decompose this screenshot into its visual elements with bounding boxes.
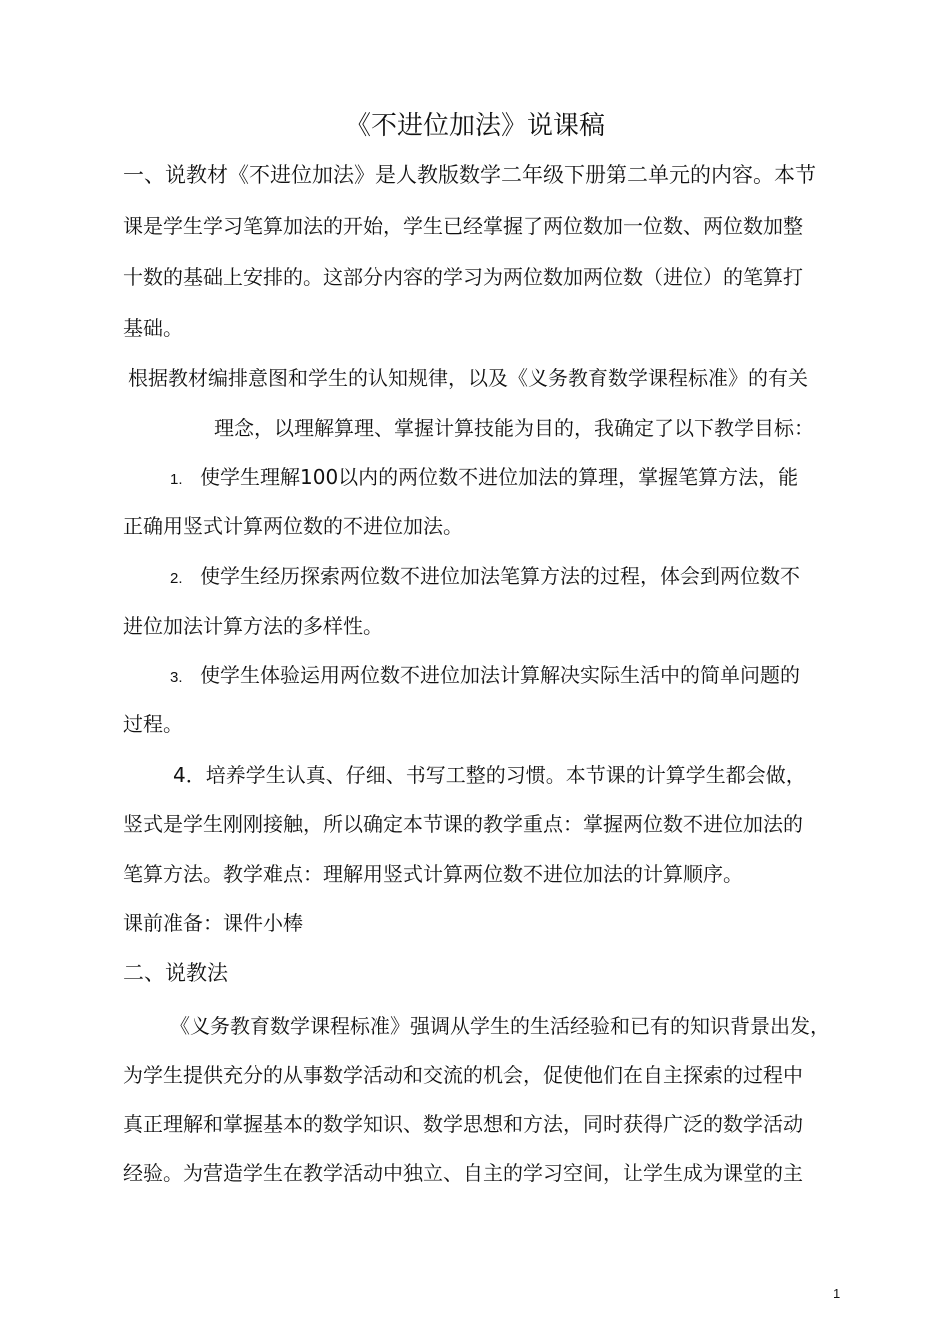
goal-2-line-1: [170, 564, 800, 591]
goal-1-number: 1.: [170, 471, 183, 488]
page-number: 1: [833, 1286, 841, 1301]
goal-1-line-2: 正确用竖式计算两位数的不进位加法。: [123, 514, 463, 538]
basis-line-2: 理念，以理解算理、掌握计算技能为目的，我确定了以下教学目标：: [214, 416, 814, 440]
section1-line-1: 一、说教材《不进位加法》是人教版数学二年级下册第二单元的内容。本节: [123, 163, 816, 187]
goal-4-line-2: 竖式是学生刚刚接触，所以确定本节课的教学重点：掌握两位数不进位加法的: [123, 812, 803, 836]
goal-3-number: 3.: [170, 669, 183, 686]
prep-line: 课前准备：课件小棒: [123, 911, 303, 935]
section2-line-3: 真正理解和掌握基本的数学知识、数学思想和方法，同时获得广泛的数学活动: [123, 1112, 803, 1136]
section2-line-1: 《义务教育数学课程标准》强调从学生的生活经验和已有的知识背景出发，: [170, 1014, 830, 1038]
goal-4-line-1: 4．培养学生认真、仔细、书写工整的习惯。本节课的计算学生都会做，: [173, 763, 806, 787]
goal-2-number: 2.: [170, 570, 183, 587]
goal-1-text: 使学生理解100以内的两位数不进位加法的算理，掌握笔算方法，能: [200, 465, 799, 489]
goal-1-line-1: [170, 465, 798, 492]
goal-2-line-2: 进位加法计算方法的多样性。: [123, 614, 383, 638]
section1-line-3: 十数的基础上安排的。这部分内容的学习为两位数加两位数（进位）的笔算打: [123, 265, 803, 289]
document-title: 《不进位加法》说课稿: [344, 111, 605, 141]
section1-line-2: 课是学生学习笔算加法的开始，学生已经掌握了两位数加一位数、两位数加整: [123, 214, 803, 238]
goal-4-line-3: 笔算方法。教学难点：理解用竖式计算两位数不进位加法的计算顺序。: [123, 862, 743, 886]
section2-line-2: 为学生提供充分的从事数学活动和交流的机会，促使他们在自主探索的过程中: [123, 1063, 803, 1087]
goal-2-text: 使学生经历探索两位数不进位加法笔算方法的过程，体会到两位数不: [200, 564, 800, 588]
basis-line-1: 根据教材编排意图和学生的认知规律，以及《义务教育数学课程标准》的有关: [128, 366, 808, 390]
goal-3-text: 使学生体验运用两位数不进位加法计算解决实际生活中的简单问题的: [200, 663, 800, 687]
section2-line-4: 经验。为营造学生在教学活动中独立、自主的学习空间，让学生成为课堂的主: [123, 1161, 803, 1185]
section2-heading: 二、说教法: [123, 961, 228, 985]
goal-3-line-2: 过程。: [123, 712, 183, 736]
section1-line-4: 基础。: [123, 316, 183, 340]
goal-3-line-1: [170, 663, 800, 690]
